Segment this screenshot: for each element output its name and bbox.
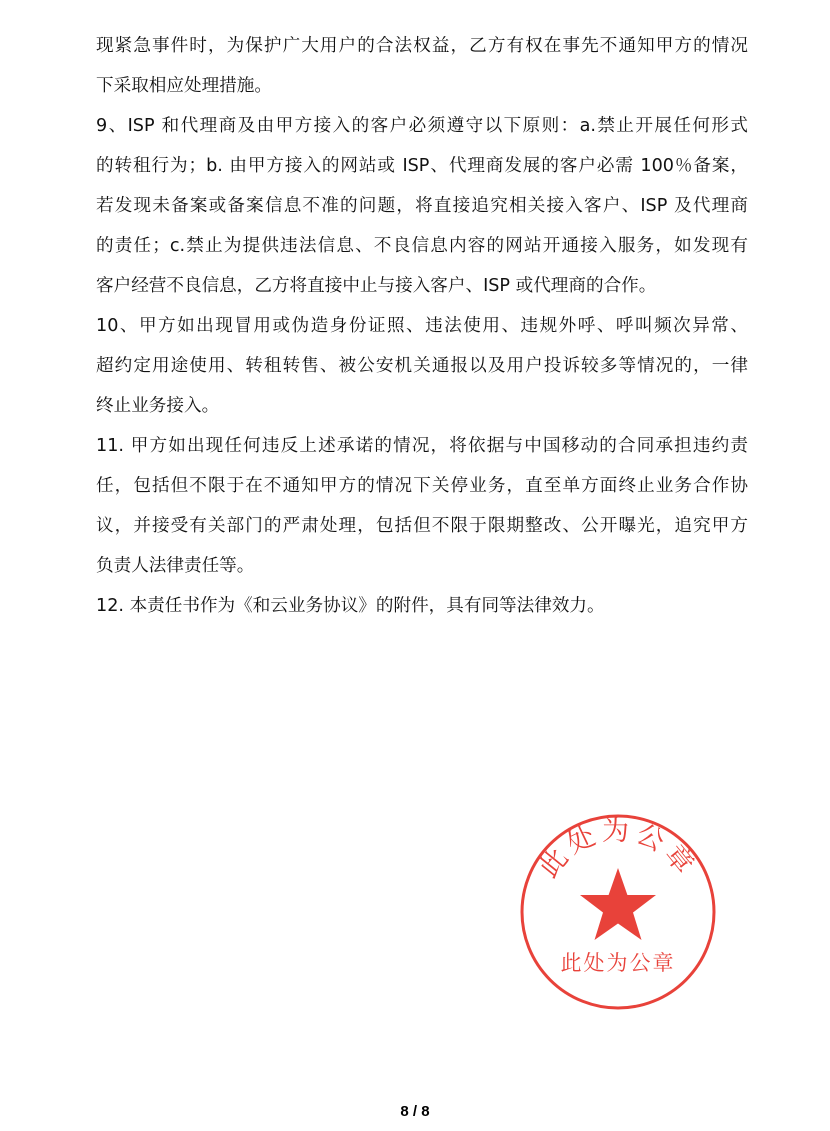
text-line: 的转租行为；b. 由甲方接入的网站或 ISP、代理商发展的客户必需 100％备案，: [96, 156, 748, 176]
text-line: 的责任；c.禁止为提供违法信息、不良信息内容的网站开通接入服务，如发现有: [96, 236, 748, 256]
text-line: 负责人法律责任等。: [96, 556, 255, 576]
seal-star-icon: [580, 868, 656, 940]
seal-bottom-text: 此处为公章: [560, 951, 676, 975]
text-line: 客户经营不良信息，乙方将直接中止与接入客户、ISP 或代理商的合作。: [96, 276, 657, 296]
seal-arc-text: 此处为公章: [533, 816, 703, 884]
page-number: 8 / 8: [400, 1103, 430, 1120]
text-line: 议，并接受有关部门的严肃处理，包括但不限于限期整改、公开曝光，追究甲方: [96, 516, 748, 536]
text-line: 11. 甲方如出现任何违反上述承诺的情况，将依据与中国移动的合同承担违约责: [96, 436, 748, 456]
text-line: 10、甲方如出现冒用或伪造身份证照、违法使用、违规外呼、呼叫频次异常、: [96, 316, 748, 336]
text-line: 任，包括但不限于在不通知甲方的情况下关停业务，直至单方面终止业务合作协: [96, 476, 748, 496]
document-body: [96, 26, 748, 626]
text-line: 若发现未备案或备案信息不准的问题，将直接追究相关接入客户、ISP 及代理商: [96, 196, 748, 216]
text-line: 现紧急事件时，为保护广大用户的合法权益，乙方有权在事先不通知甲方的情况: [96, 36, 748, 56]
text-line: 终止业务接入。: [96, 396, 220, 416]
official-seal: [508, 812, 728, 1012]
text-line: 超约定用途使用、转租转售、被公安机关通报以及用户投诉较多等情况的，一律: [96, 356, 748, 376]
text-line: 下采取相应处理措施。: [96, 76, 272, 96]
text-line: 12. 本责任书作为《和云业务协议》的附件，具有同等法律效力。: [96, 596, 605, 616]
text-line: 9、ISP 和代理商及由甲方接入的客户必须遵守以下原则：a.禁止开展任何形式: [96, 116, 748, 136]
